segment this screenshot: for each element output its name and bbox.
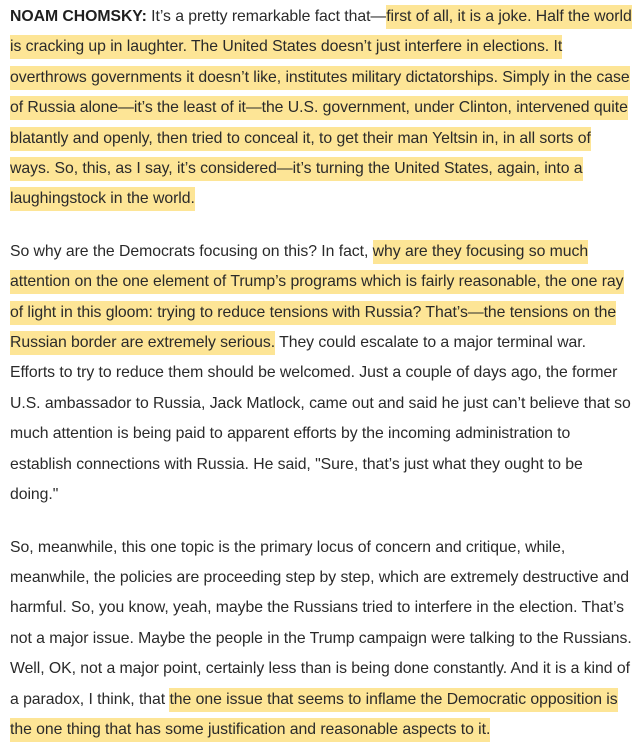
highlighted-passage: the one issue that seems to inflame the Democratic opposition is the one thing that has some justification and reasonable aspects to it. — [10, 688, 618, 742]
paragraph-3 — [10, 533, 632, 745]
highlighted-passage: first of all, it is a joke. Half the world is cracking up in laughter. The United States doesn’t just interfere in elections. It overthrows governments it doesn’t like, institutes military dictatorships. Simply in the case of Russia alone—it’s the least of it—the U.S. government, under Clinton, intervened quite blatantly and openly, then tried to conceal it, to get their man Yeltsin in, in all sorts of ways. So, this, as I say, it’s considered—it’s turning the United States, again, into a laughingstock in the world. — [10, 5, 632, 211]
speaker-label: NOAM CHOMSKY: — [10, 8, 147, 25]
text-span: So, meanwhile, this one topic is the primary locus of concern and critique, while, meanwhile, the policies are proceeding step by step, which are extremely destructive and harmful. So, you know, yeah, maybe the Russians tried to interfere in the election. That’s not a major issue. Maybe the people in the Trump campaign were talking to the Russians. Well, OK, not a major point, certainly less than is being done constantly. And it is a kind of a paradox, I think, that — [10, 539, 632, 708]
highlighted-passage: why are they focusing so much attention on the one element of Trump’s programs which is fairly reasonable, the one ray of light in this gloom: trying to reduce tensions with Russia? That’s—the tensions on the Russian border are extremely serious. — [10, 240, 624, 355]
paragraph-2 — [10, 237, 632, 511]
text-span: It’s a pretty remarkable fact that— — [147, 8, 386, 25]
text-span: So why are the Democrats focusing on this? In fact, — [10, 243, 373, 260]
paragraph-1 — [10, 2, 632, 215]
text-span: They could escalate to a major terminal war. Efforts to try to reduce them should be welcomed. Just a couple of days ago, the former U.S. ambassador to Russia, Jack Matlock, came out and said he just can’t believe that so much attention is being paid to apparent efforts by the incoming administration to establish connections with Russia. He said, "Sure, that’s just what they ought to be doing." — [10, 334, 631, 503]
